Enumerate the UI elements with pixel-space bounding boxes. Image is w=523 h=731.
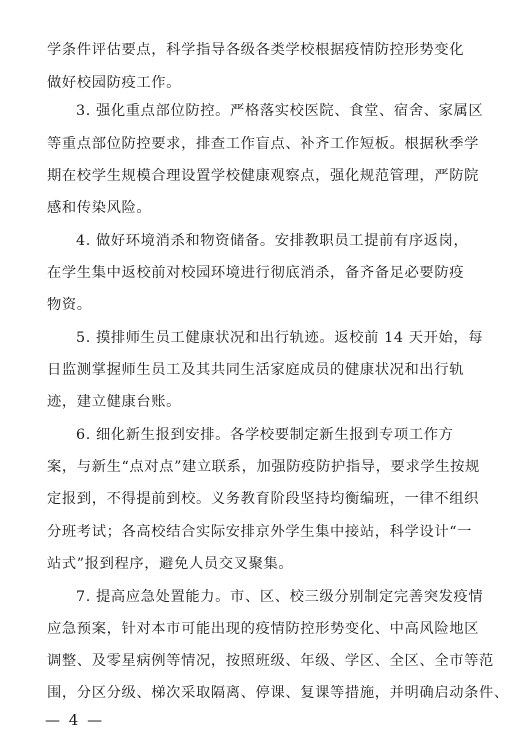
text-line: 物资。 (47, 297, 92, 313)
item-7-heading-line: 7. 提高应急处置能力。市、区、校三级分别制定完善突发疫情 (76, 589, 484, 605)
text-line: 在学生集中返校前对校园环境进行彻底消杀，备齐备足必要防疫 (47, 265, 465, 281)
item-3-heading-line: 3. 强化重点部位防控。严格落实校医院、食堂、宿舍、家属区 (76, 103, 484, 119)
item-6-heading-line: 6. 细化新生报到安排。各学校要制定新生报到专项工作方 (76, 427, 454, 443)
text-line: 站式”报到程序，避免人员交叉聚集。 (47, 556, 294, 572)
text-line: 等重点部位防控要求，排查工作盲点、补齐工作短板。根据秋季学 (47, 136, 480, 152)
item-5-heading-line: 5. 摸排师生员工健康状况和出行轨迹。返校前 14 天开始，每 (76, 330, 484, 346)
text-line: 应急预案，针对本市可能出现的疫情防控形势变化、中高风险地区 (47, 621, 480, 637)
text-line: 做好校园防疫工作。 (47, 75, 182, 91)
text-line: 定报到，不得提前到校。义务教育阶段坚持均衡编班，一律不组织 (47, 491, 480, 507)
text-line: 调整、及零星病例等情况，按照班级、年级、学区、全区、全市等范 (47, 653, 494, 669)
text-line: 学条件评估要点，科学指导各级各类学校根据疫情防控形势变化 (47, 42, 465, 58)
text-line: 感和传染风险。 (47, 200, 152, 216)
text-line: 分班考试；各高校结合实际安排京外学生集中接站，科学设计“一 (47, 524, 473, 540)
text-line: 围，分区分级、梯次采取隔离、停课、复课等措施，并明确启动条件、 (47, 685, 509, 701)
text-line: 案，与新生“点对点”建立联系，加强防疫防护指导，要求学生按规 (47, 459, 480, 475)
text-line: 期在校学生规模合理设置学校健康观察点，强化规范管理，严防院 (47, 168, 480, 184)
page-number: — 4 — (45, 711, 105, 729)
item-4-heading-line: 4. 做好环境消杀和物资储备。安排教职员工提前有序返岗， (76, 233, 469, 249)
text-line: 日监测掌握师生员工及其共同生活家庭成员的健康状况和出行轨 (47, 362, 465, 378)
text-line: 迹，建立健康台账。 (47, 394, 182, 410)
